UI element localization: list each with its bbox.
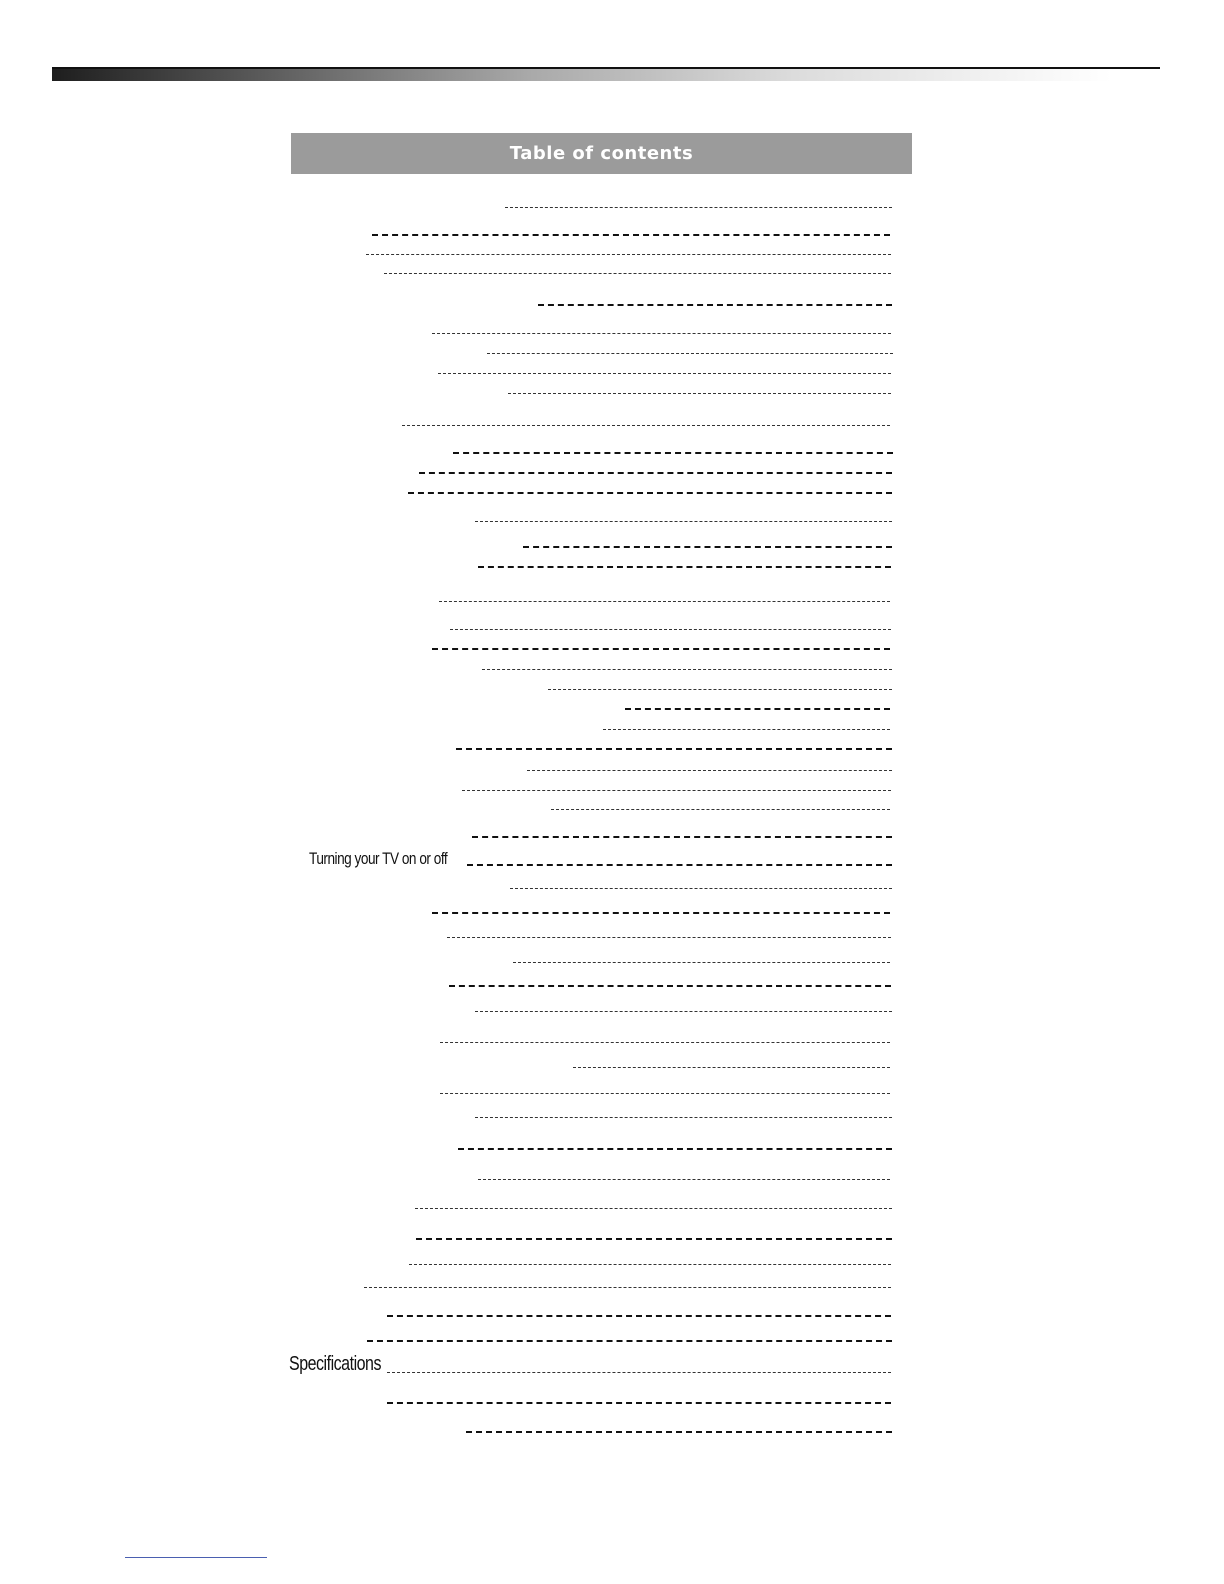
toc-dot-leader (449, 985, 891, 987)
toc-entry[interactable] (475, 996, 892, 1012)
toc-dot-leader (603, 729, 890, 730)
toc-dot-leader (415, 1208, 892, 1209)
toc-entry[interactable] (548, 674, 892, 690)
toc-dot-leader (548, 689, 892, 690)
toc-dot-leader (402, 425, 890, 426)
toc-dot-leader (458, 1148, 892, 1150)
toc-dot-leader (510, 888, 892, 889)
toc-dot-leader (475, 1011, 892, 1012)
toc-dot-leader (466, 1431, 892, 1433)
toc-dot-leader (573, 1067, 890, 1068)
toc-entry[interactable] (456, 734, 892, 750)
toc-entry[interactable] (402, 410, 890, 426)
toc-entry[interactable] (505, 192, 892, 208)
toc-entry[interactable] (551, 794, 890, 810)
toc-entry[interactable] (508, 378, 891, 394)
toc-dot-leader (408, 492, 892, 494)
toc-entry[interactable] (625, 694, 890, 710)
toc-entry[interactable] (603, 714, 890, 730)
toc-entry[interactable] (372, 220, 890, 236)
toc-entry[interactable] (439, 586, 890, 602)
toc-dot-leader (625, 708, 890, 710)
toc-entry[interactable] (462, 775, 891, 791)
toc-entry[interactable] (475, 1102, 892, 1118)
toc-dot-leader (438, 373, 891, 374)
toc-entry[interactable] (482, 654, 892, 670)
toc-dot-leader (367, 1340, 892, 1342)
toc-dot-leader (462, 790, 891, 791)
toc-dot-leader (432, 912, 890, 914)
toc-dot-leader (416, 1238, 892, 1240)
toc-dot-leader (487, 353, 893, 354)
toc-entry[interactable] (387, 1388, 891, 1404)
toc-entry[interactable] (440, 1078, 890, 1094)
toc-entry[interactable] (573, 1052, 890, 1068)
toc-dot-leader (364, 1287, 891, 1288)
toc-entry[interactable] (367, 1326, 892, 1342)
toc-entry[interactable] (472, 822, 892, 838)
toc-entry[interactable] (432, 898, 890, 914)
toc-dot-leader (513, 962, 890, 963)
toc-dot-leader (453, 452, 893, 454)
toc-entry[interactable] (475, 506, 892, 522)
toc-entry[interactable] (419, 458, 892, 474)
toc-dot-leader (372, 234, 890, 236)
toc-dot-leader (505, 207, 892, 208)
toc-dot-leader (387, 1372, 891, 1373)
toc-dot-leader (450, 629, 891, 630)
toc-dot-leader (478, 1179, 890, 1180)
toc-dot-leader (456, 748, 892, 750)
toc-dot-leader (387, 1315, 891, 1317)
toc-entry[interactable] (513, 947, 890, 963)
toc-dot-leader (439, 601, 890, 602)
toc-entry[interactable] (432, 318, 891, 334)
toc-title: Table of contents (509, 143, 694, 164)
toc-entry[interactable] (438, 358, 891, 374)
toc-entry-label: Turning your TV on or off (309, 849, 448, 868)
toc-dot-leader (551, 809, 890, 810)
toc-dot-leader (472, 836, 892, 838)
toc-entry[interactable] (364, 1272, 891, 1288)
toc-dot-leader (482, 669, 892, 670)
toc-dot-leader (475, 1117, 892, 1118)
toc-entry[interactable] (466, 1417, 892, 1433)
toc-entry[interactable] (510, 873, 892, 889)
toc-entry[interactable] (289, 1353, 891, 1375)
toc-dot-leader (409, 1264, 891, 1265)
toc-entry[interactable] (487, 338, 893, 354)
toc-dot-leader (440, 1042, 890, 1043)
toc-entry[interactable] (440, 1027, 890, 1043)
toc-dot-leader (478, 566, 891, 568)
toc-entry[interactable] (408, 478, 892, 494)
toc-entry[interactable] (309, 850, 892, 866)
toc-dot-leader (538, 304, 892, 306)
toc-entry[interactable] (478, 1164, 890, 1180)
toc-entry[interactable] (450, 614, 891, 630)
toc-entry[interactable] (449, 971, 891, 987)
toc-entry[interactable] (384, 258, 891, 274)
toc-dot-leader (366, 254, 891, 255)
footer-link-underline[interactable] (125, 1557, 267, 1558)
toc-entry[interactable] (478, 552, 891, 568)
toc-entry-label: Specifications (289, 1353, 381, 1375)
toc-dot-leader (508, 393, 891, 394)
toc-entry[interactable] (366, 239, 891, 255)
toc-entry[interactable] (523, 532, 892, 548)
toc-dot-leader (440, 1093, 890, 1094)
toc-dot-leader (384, 273, 891, 274)
toc-entry[interactable] (538, 290, 892, 306)
toc-entry[interactable] (415, 1193, 892, 1209)
toc-entry[interactable] (416, 1224, 892, 1240)
toc-dot-leader (467, 864, 892, 866)
toc-dot-leader (419, 472, 892, 474)
toc-entry[interactable] (447, 922, 891, 938)
toc-entry[interactable] (387, 1301, 891, 1317)
toc-entry[interactable] (458, 1134, 892, 1150)
toc-dot-leader (432, 648, 890, 650)
toc-dot-leader (523, 546, 892, 548)
toc-dot-leader (447, 937, 891, 938)
toc-dot-leader (387, 1402, 891, 1404)
toc-dot-leader (432, 333, 891, 334)
toc-dot-leader (475, 521, 892, 522)
toc-entry[interactable] (527, 755, 892, 771)
toc-entry[interactable] (409, 1249, 891, 1265)
toc-dot-leader (527, 770, 892, 771)
toc-entry[interactable] (432, 634, 890, 650)
toc-entry[interactable] (453, 438, 893, 454)
